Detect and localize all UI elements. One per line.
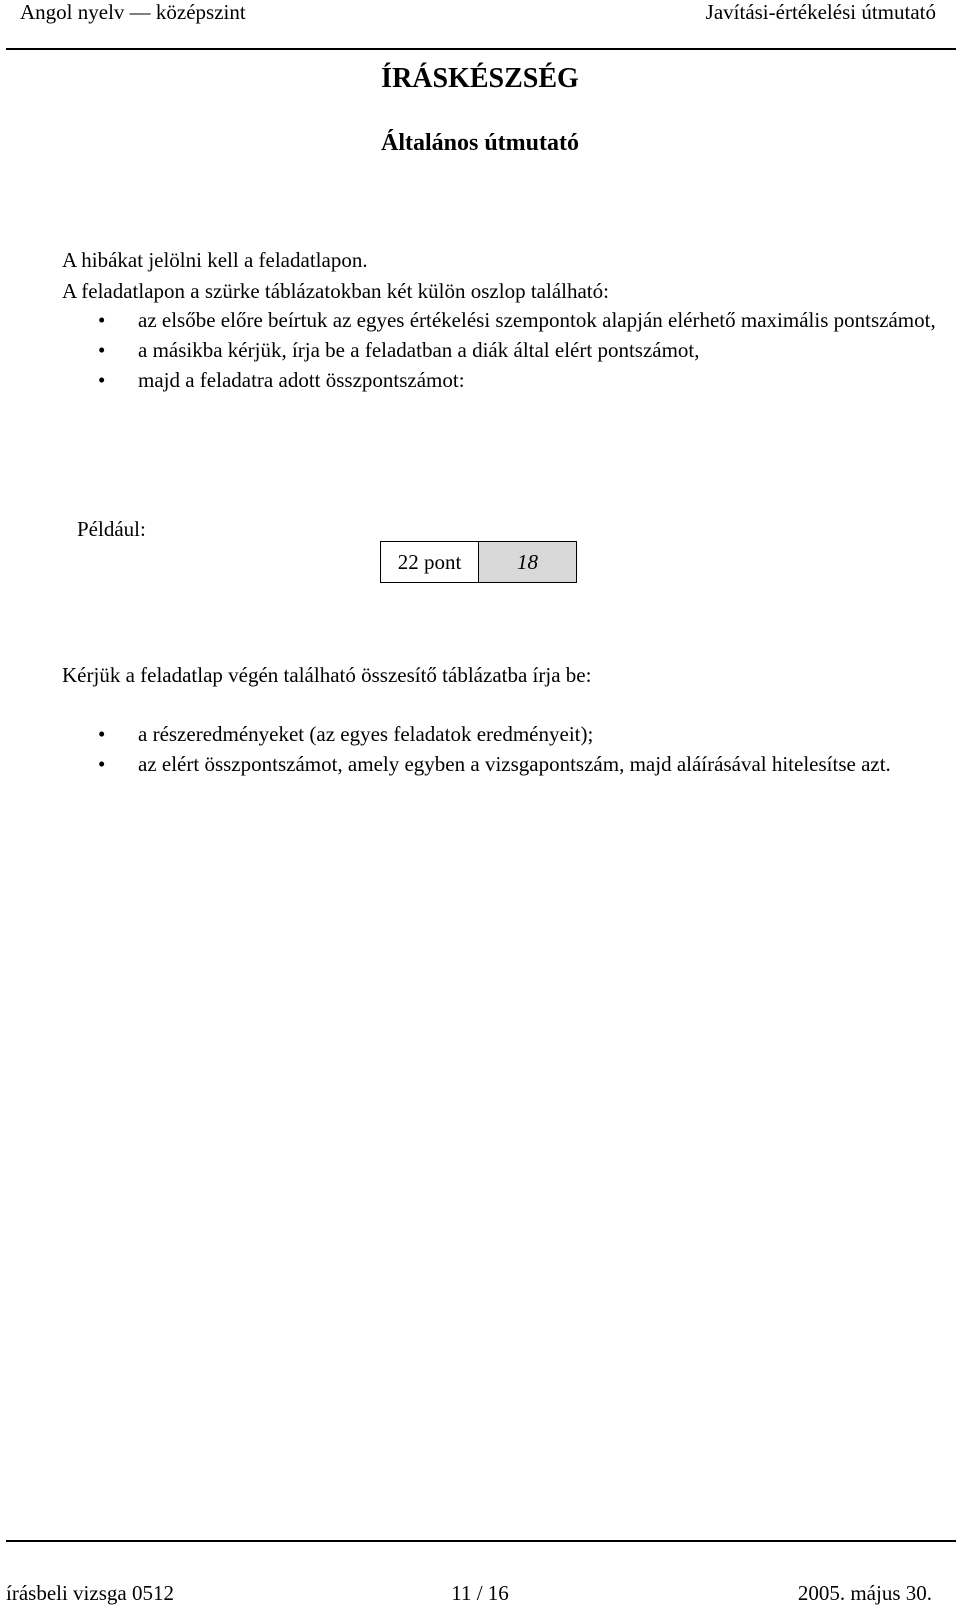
page-subtitle: Általános útmutató [380,130,579,156]
header-rule [6,48,956,50]
example-score-box [380,541,577,583]
footer-page-number: 11 / 16 [451,1581,509,1605]
footer-date: 2005. május 30. [797,1581,932,1605]
list-item-text: majd a feladatra adott összpontszámot: [138,368,465,392]
paragraph-summary: Kérjük a feladatlap végén található összesítő táblázatba írja be: [62,663,592,687]
column-list [98,305,943,395]
header-left: Angol nyelv — középszint [20,0,246,24]
footer-rule [6,1540,956,1542]
paragraph-columns: A feladatlapon a szürke táblázatokban két külön oszlop található: [62,279,609,303]
bullet-icon: • [98,308,106,332]
bullet-icon: • [98,338,106,362]
list-item-text: a másikba kérjük, írja be a feladatban a diák által elért pontszámot, [138,338,700,362]
list-item-text: az elért összpontszámot, amely egyben a vizsgapontszám, majd aláírásával hitelesítse azt. [138,752,891,776]
list-item [98,749,943,779]
footer-exam-id: írásbeli vizsga 0512 [6,1581,174,1605]
bullet-icon: • [98,752,106,776]
achieved-points-cell: 18 [479,542,576,582]
list-item [98,335,943,365]
list-item [98,305,943,335]
bullet-icon: • [98,368,106,392]
bullet-icon: • [98,722,106,746]
page-title: ÍRÁSKÉSZSÉG [381,63,579,94]
list-item [98,365,943,395]
paragraph-errors: A hibákat jelölni kell a feladatlapon. [62,248,368,272]
example-label: Például: [77,517,146,541]
header-right: Javítási-értékelési útmutató [705,0,936,24]
max-points-cell: 22 pont [381,542,479,582]
summary-list [98,719,943,779]
list-item-text: az elsőbe előre beírtuk az egyes értékelési szempontok alapján elérhető maximális pontszámot, [138,308,936,332]
list-item [98,719,943,749]
list-item-text: a részeredményeket (az egyes feladatok eredményeit); [138,722,594,746]
